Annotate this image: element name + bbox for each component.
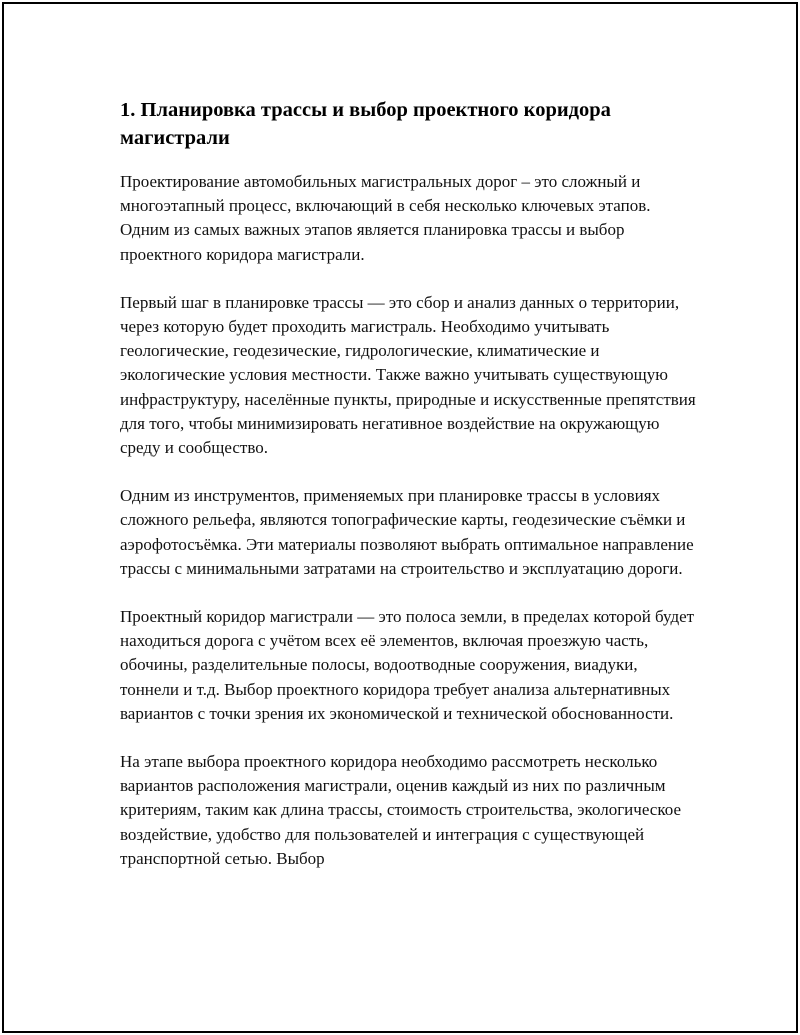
paragraph-corridor-definition: Проектный коридор магистрали — это полоса земли, в пределах которой будет находиться дорога с учётом всех её элементов, включая проезжую часть, обочины, разделительные полосы, водоотводные сооружения, виадуки, тоннели и т.д. Выбор проектного коридора требует анализа альтернативных вариантов с точки зрения их экономической и технической обоснованности. — [120, 607, 695, 723]
section-heading: 1. Планировка трассы и выбор проектного коридора магистрали — [120, 99, 611, 149]
paragraph-intro: Проектирование автомобильных магистральных дорог – это сложный и многоэтапный процесс, включающий в себя несколько ключевых этапов. Одним из самых важных этапов является планировка трассы и выбор проектного коридора магистрали. — [120, 172, 651, 264]
document-body — [120, 96, 700, 895]
paragraph-corridor-selection: На этапе выбора проектного коридора необходимо рассмотреть несколько вариантов расположения магистрали, оценив каждый из них по различным критериям, таким как длина трассы, стоимость строительства, экологическое воздействие, удобство для пользователей и интеграция с существующей транспортной сетью. Выбор — [120, 752, 681, 868]
document-page — [2, 2, 798, 1033]
paragraph-data-collection: Первый шаг в планировке трассы — это сбор и анализ данных о территории, через которую будет проходить магистраль. Необходимо учитывать геологические, геодезические, гидрологические, климатические и экологические условия местности. Также важно учитывать существующую инфраструктуру, населённые пункты, природные и искусственные препятствия для того, чтобы минимизировать негативное воздействие на окружающую среду и сообщество. — [120, 292, 696, 458]
paragraph-survey-tools: Одним из инструментов, применяемых при планировке трассы в условиях сложного рельефа, являются топографические карты, геодезические съёмки и аэрофотосъёмка. Эти материалы позволяют выбрать оптимальное направление трассы с минимальными затратами на строительство и эксплуатацию дороги. — [120, 486, 694, 578]
